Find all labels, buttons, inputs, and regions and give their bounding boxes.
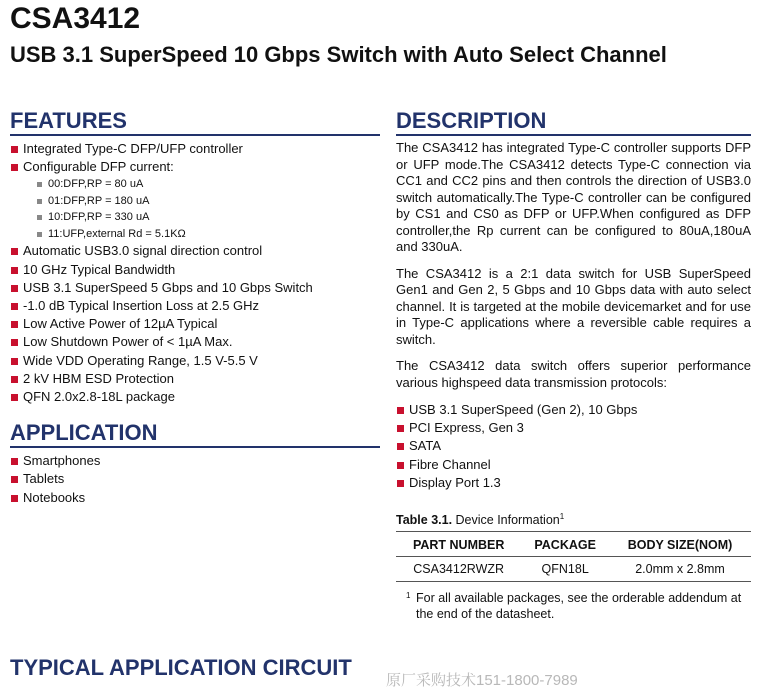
application-item: Smartphones <box>10 452 380 470</box>
protocol-item: USB 3.1 SuperSpeed (Gen 2), 10 Gbps <box>396 401 751 419</box>
application-list <box>10 452 380 507</box>
table-header-row <box>396 532 751 557</box>
features-heading: FEATURES <box>10 108 380 136</box>
feature-item: -1.0 dB Typical Insertion Loss at 2.5 GHz <box>10 297 380 315</box>
feature-item: QFN 2.0x2.8-18L package <box>10 388 380 406</box>
description-heading: DESCRIPTION <box>396 108 751 136</box>
feature-item-label: Configurable DFP current: <box>23 159 174 175</box>
right-column <box>396 108 751 622</box>
protocol-item: SATA <box>396 437 751 455</box>
description-paragraph: The CSA3412 has integrated Type-C controller supports DFP or UFP mode.The CSA3412 detects Type-C connection via CC1 and CC2 pins and then controls the direction of USB3.0 switch automatically.The Type-C controller can be configured by CS1 and CS0 as DFP or UFP.When configured as DFP controller,the Rp current can be configured to 80uA,180uA and 330uA. <box>396 140 751 254</box>
application-heading: APPLICATION <box>10 420 380 448</box>
device-info-table <box>396 531 751 582</box>
dfp-option: 11:UFP,external Rd = 5.1KΩ <box>37 226 380 243</box>
feature-item: USB 3.1 SuperSpeed 5 Gbps and 10 Gbps Switch <box>10 279 380 297</box>
protocol-item: Display Port 1.3 <box>396 474 751 492</box>
part-number: CSA3412 <box>10 2 141 35</box>
protocol-list <box>396 401 751 492</box>
application-item: Notebooks <box>10 489 380 507</box>
table-caption-label: Table 3.1. <box>396 513 453 528</box>
description-paragraph: The CSA3412 data switch offers superior performance various highspeed data transmission protocols: <box>396 358 751 390</box>
table-header-cell: PACKAGE <box>521 532 609 557</box>
feature-item <box>10 158 380 242</box>
description-section <box>396 108 751 492</box>
feature-item: 10 GHz Typical Bandwidth <box>10 261 380 279</box>
footnote-text: For all available packages, see the orderable addendum at the end of the datasheet. <box>416 591 742 622</box>
dfp-current-options <box>23 176 380 242</box>
protocol-item: Fibre Channel <box>396 456 751 474</box>
feature-item: 2 kV HBM ESD Protection <box>10 370 380 388</box>
description-paragraph: The CSA3412 is a 2:1 data switch for USB SuperSpeed Gen1 and Gen 2, 5 Gbps and 10 Gbps data with auto select channel. It is targeted at the mobile devicemarket and for use in Type-C applications where a reversible cable requires a switch. <box>396 265 751 347</box>
table-header-cell: PART NUMBER <box>396 532 521 557</box>
watermark: 原厂采购技术151-1800-7989 <box>386 672 578 689</box>
protocol-item: PCI Express, Gen 3 <box>396 419 751 437</box>
table-header-cell: BODY SIZE(NOM) <box>609 532 751 557</box>
feature-item: Wide VDD Operating Range, 1.5 V-5.5 V <box>10 352 380 370</box>
feature-item: Low Active Power of 12µA Typical <box>10 315 380 333</box>
left-column <box>10 108 380 507</box>
application-section <box>10 420 380 507</box>
table-caption-text: Device Information <box>455 513 560 528</box>
table-row <box>396 557 751 582</box>
dfp-option: 10:DFP,RP = 330 uA <box>37 209 380 226</box>
feature-item: Integrated Type-C DFP/UFP controller <box>10 140 380 158</box>
document-subtitle: USB 3.1 SuperSpeed 10 Gbps Switch with Auto Select Channel <box>10 42 667 67</box>
features-section <box>10 108 380 406</box>
features-list <box>10 140 380 406</box>
feature-item: Automatic USB3.0 signal direction control <box>10 242 380 260</box>
dfp-option: 01:DFP,RP = 180 uA <box>37 193 380 210</box>
application-item: Tablets <box>10 470 380 488</box>
table-caption-footnote-mark: 1 <box>559 512 565 522</box>
table-cell: QFN18L <box>521 557 609 582</box>
table-caption <box>396 512 751 527</box>
table-cell: CSA3412RWZR <box>396 557 521 582</box>
typical-application-circuit-heading: TYPICAL APPLICATION CIRCUIT <box>10 655 352 680</box>
table-cell: 2.0mm x 2.8mm <box>609 557 751 582</box>
dfp-option: 00:DFP,RP = 80 uA <box>37 176 380 193</box>
table-footnote <box>396 590 751 622</box>
feature-item: Low Shutdown Power of < 1µA Max. <box>10 333 380 351</box>
footnote-mark: 1 <box>406 591 411 601</box>
